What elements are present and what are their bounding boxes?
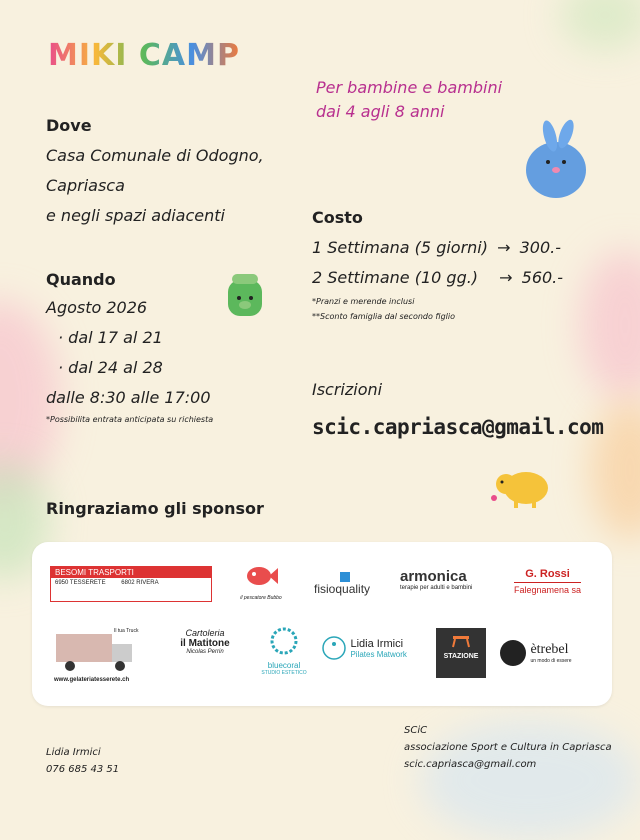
- where-line-3: e negli spazi adiacenti: [46, 206, 225, 225]
- cost-row-2-price: 560.-: [521, 268, 564, 287]
- footer-left: [46, 744, 119, 778]
- besomi-locations: [51, 578, 211, 588]
- pig-illustration: [488, 462, 558, 512]
- when-hours: dalle 8:30 alle 17:00: [46, 388, 211, 407]
- bluecoral-name: bluecoral: [267, 661, 301, 670]
- etrebel-name: ètrebel: [530, 642, 569, 657]
- lidia-tag: Pilates Matwork: [350, 649, 407, 659]
- cost-row-2: [312, 263, 563, 293]
- cost-note-2: **Sconto famiglia dal secondo figlio: [312, 312, 456, 321]
- audience-line-1: Per bambine e bambini: [316, 78, 503, 97]
- pescatore-name: il pescatore Bubbo: [240, 595, 282, 601]
- sponsor-cartoleria: [172, 628, 238, 655]
- footer-email[interactable]: scic.capriasca@gmail.com: [404, 759, 537, 770]
- stazione-name: STAZIONE: [443, 653, 479, 660]
- cartoleria-line-1: Cartoleria: [185, 628, 225, 638]
- fish-icon: [243, 562, 279, 590]
- lidia-text: [350, 638, 406, 659]
- table-icon: [451, 632, 471, 648]
- where-section: [46, 116, 264, 231]
- when-month: Agosto 2026: [46, 298, 148, 317]
- besomi-loc-2: 6802 RIVERA: [121, 580, 159, 586]
- lidia-name: Lidia Irmici: [350, 637, 404, 650]
- when-period-1-text: dal 17 al 21: [68, 328, 163, 347]
- sponsor-gelateria: [54, 628, 162, 684]
- footer-org-full: associazione Sport e Cultura in Capriasca: [404, 742, 612, 753]
- signup-section: [312, 380, 603, 439]
- truck-icon: [54, 628, 138, 672]
- etrebel-tag: un modo di essere: [530, 658, 572, 664]
- besomi-loc-1: 6950 TESSERETE: [55, 580, 106, 586]
- fisioquality-name: fisioquality: [314, 582, 371, 596]
- backpack-illustration: [222, 270, 268, 320]
- etrebel-text: [530, 642, 571, 664]
- when-section: [46, 270, 213, 424]
- when-heading: Quando: [46, 270, 116, 289]
- rossi-tag: Falegnamena sa: [514, 585, 582, 595]
- cost-row-1-label: 1 Settimana (5 giorni): [312, 238, 488, 257]
- sponsors-heading: Ringraziamo gli sponsor: [46, 499, 264, 518]
- footer-contact-name: Lidia Irmici: [46, 747, 101, 758]
- sponsor-bluecoral: [256, 626, 312, 676]
- rossi-name: G. Rossi: [525, 568, 570, 580]
- when-period-1: · dal 17 al 21: [58, 328, 163, 347]
- logo-text: MIKI CAMP: [48, 38, 240, 73]
- armonica-tag: terapie per adulti e bambini: [400, 585, 473, 591]
- cost-row-1-price: 300.-: [519, 238, 561, 257]
- cost-row-1: [312, 233, 563, 263]
- miki-camp-logo: [48, 38, 240, 73]
- sponsor-stazione: [436, 628, 486, 678]
- sponsors-card: [32, 542, 612, 706]
- bunny-illustration: [520, 118, 590, 204]
- sponsor-fisioquality: [314, 572, 370, 596]
- arrow-icon: →: [497, 238, 511, 257]
- where-line-2: Capriasca: [46, 176, 125, 195]
- where-heading: Dove: [46, 116, 92, 135]
- footer-right: [404, 722, 612, 773]
- arrow-icon: →: [499, 268, 513, 287]
- cost-heading: Costo: [312, 208, 363, 227]
- footer-org: SCiC: [404, 725, 428, 736]
- sponsor-rossi: [514, 568, 581, 595]
- where-line-1: Casa Comunale di Odogno,: [46, 146, 264, 165]
- signup-email[interactable]: scic.capriasca@gmail.com: [312, 415, 604, 439]
- armonica-name: armonica: [400, 568, 467, 585]
- sponsor-armonica: [400, 568, 472, 591]
- rossi-divider: [514, 582, 581, 583]
- bg-blob-pink-right: [580, 250, 640, 400]
- sponsor-besomi: [50, 566, 212, 602]
- gelateria-url: www.gelateriatesserete.ch: [54, 677, 130, 683]
- bg-blob-green-top: [560, 0, 640, 50]
- besomi-name: BESOMI TRASPORTI: [51, 567, 211, 578]
- cost-section: [312, 208, 563, 321]
- signup-heading: Iscrizioni: [312, 380, 383, 399]
- sponsor-etrebel: [500, 640, 572, 666]
- when-note: *Possibilita entrata anticipata su richiesta: [46, 415, 214, 424]
- when-period-2: · dal 24 al 28: [58, 358, 163, 377]
- fisio-icon: [340, 572, 350, 582]
- sponsor-pescatore: [236, 562, 286, 606]
- sponsor-lidia: [322, 636, 407, 660]
- audience-line-2: dai 4 agli 8 anni: [316, 102, 445, 121]
- when-period-2-text: dal 24 al 28: [68, 358, 163, 377]
- footer-contact-phone[interactable]: 076 685 43 51: [46, 764, 120, 775]
- gelateria-name: Il tua Truck: [114, 628, 139, 634]
- etrebel-icon: [500, 640, 526, 666]
- cost-row-2-label: 2 Settimane (10 gg.): [312, 268, 479, 287]
- coral-icon: [269, 626, 299, 656]
- cartoleria-line-3: Nicolas Perrin: [186, 649, 224, 655]
- cartoleria-line-2: il Matitone: [180, 638, 230, 649]
- audience-block: [316, 76, 502, 124]
- bluecoral-tag: STUDIO ESTETICO: [261, 670, 307, 676]
- cost-note-1: *Pranzi e merende inclusi: [312, 297, 415, 306]
- pilates-icon: [322, 636, 346, 660]
